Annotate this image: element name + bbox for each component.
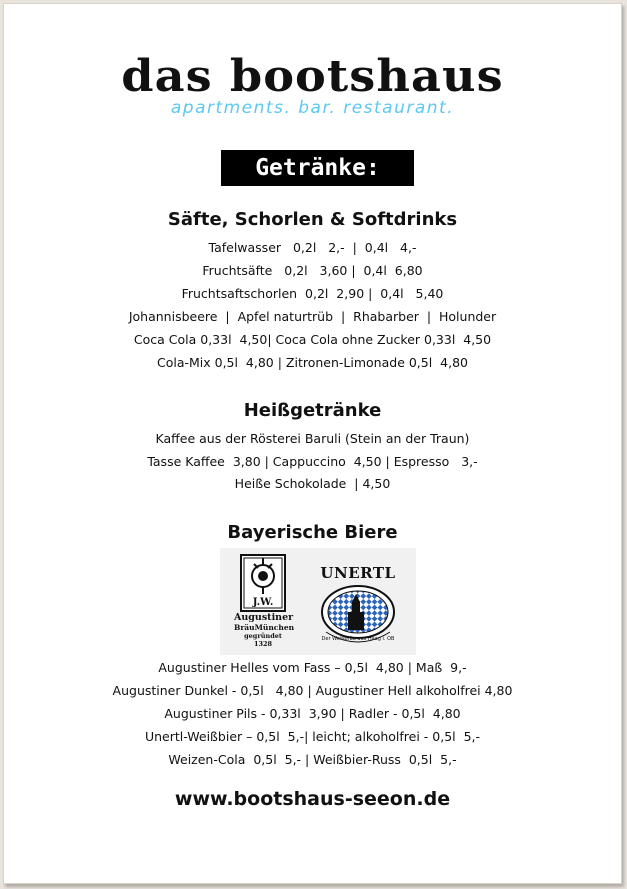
menu-line: Augustiner Pils - 0,33l 3,90 | Radler - 0,5l 4,80: [164, 706, 461, 721]
augustiner-city: BräuMünchen: [234, 623, 295, 632]
brand-tagline: apartments. bar. restaurant.: [170, 98, 455, 118]
menu-line: Kaffee aus der Rösterei Baruli (Stein an der Traun): [155, 431, 470, 446]
menu-page: [3, 3, 622, 884]
section-title-softdrinks: Säfte, Schorlen & Softdrinks: [167, 209, 458, 230]
augustiner-initials: J.W.: [252, 597, 274, 608]
unertl-logo: [308, 558, 408, 648]
section-title-hot-drinks: Heißgetränke: [243, 400, 382, 421]
menu-line: Fruchtsäfte 0,2l 3,60 | 0,4l 6,80: [202, 263, 423, 278]
augustiner-name: Augustiner: [234, 612, 294, 623]
menu-line: Weizen-Cola 0,5l 5,- | Weißbier-Russ 0,5l 5,-: [168, 752, 457, 767]
menu-line: Tasse Kaffee 3,80 | Cappuccino 4,50 | Espresso 3,-: [147, 454, 478, 469]
menu-line: Augustiner Helles vom Fass – 0,5l 4,80 | Maß 9,-: [158, 660, 467, 675]
menu-line: Heiße Schokolade | 4,50: [234, 476, 391, 491]
menu-line: Unertl-Weißbier – 0,5l 5,-| leicht; alkoholfrei - 0,5l 5,-: [144, 729, 481, 744]
augustiner-logo: [234, 554, 295, 650]
website-link[interactable]: www.bootshaus-seeon.de: [174, 788, 451, 810]
brand-logo: das bootshaus: [121, 51, 504, 102]
menu-line: Tafelwasser 0,2l 2,- | 0,4l 4,-: [208, 240, 417, 255]
menu-line: Cola-Mix 0,5l 4,80 | Zitronen-Limonade 0,5l 4,80: [156, 355, 468, 370]
menu-line: Coca Cola 0,33l 4,50| Coca Cola ohne Zucker 0,33l 4,50: [133, 332, 492, 347]
augustiner-founded: gegründet 1328: [244, 632, 282, 648]
beer-logos-panel: [220, 548, 416, 655]
unertl-name: UNERTL: [320, 564, 396, 582]
section-title-beers: Bayerische Biere: [227, 522, 398, 543]
menu-line: Augustiner Dunkel - 0,5l 4,80 | Augustiner Hell alkoholfrei 4,80: [112, 683, 513, 698]
unertl-ring-text: Der Weißbräu aus Haag i. OB: [321, 636, 395, 642]
menu-line: Fruchtsaftschorlen 0,2l 2,90 | 0,4l 5,40: [181, 286, 444, 301]
augustiner-wordmark: [234, 612, 295, 648]
drinks-heading: Getränke:: [221, 150, 414, 186]
menu-line: Johannisbeere | Apfel naturtrüb | Rhabarber | Holunder: [128, 309, 497, 324]
augustiner-crest-icon: [240, 554, 286, 612]
